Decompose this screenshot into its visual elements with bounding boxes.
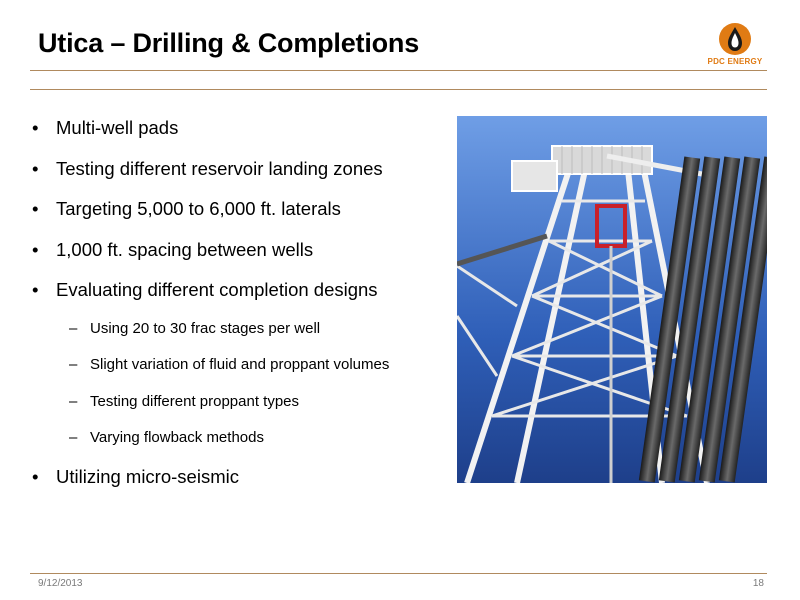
bullet-item: • 1,000 ft. spacing between wells xyxy=(30,230,450,271)
sub-bullet-item: – Using 20 to 30 frac stages per well xyxy=(30,311,450,348)
title-divider-top xyxy=(30,70,767,71)
bullet-item: • Targeting 5,000 to 6,000 ft. laterals xyxy=(30,189,450,230)
slide-title: Utica – Drilling & Completions xyxy=(38,28,420,58)
page-number: 18 xyxy=(752,578,764,589)
pdc-energy-logo xyxy=(704,20,766,68)
title-divider-bottom xyxy=(30,89,767,90)
drilling-rig-photo xyxy=(457,116,767,483)
flame-drop-icon xyxy=(704,20,766,58)
sub-bullet-item: – Varying flowback methods xyxy=(30,420,450,457)
bullet-item: • Utilizing micro-seismic xyxy=(30,457,450,498)
logo-text: PDC ENERGY xyxy=(707,57,763,66)
bullet-item: • Testing different reservoir landing zones xyxy=(30,149,450,190)
footer-date: 9/12/2013 xyxy=(38,578,83,589)
sub-bullet-item: – Testing different proppant types xyxy=(30,384,450,421)
bullet-item: • Multi-well pads xyxy=(30,108,450,149)
bullet-list xyxy=(30,108,450,497)
sub-bullet-item: – Slight variation of fluid and proppant volumes xyxy=(30,347,450,384)
bullet-item: • Evaluating different completion designs xyxy=(30,270,450,311)
footer-divider xyxy=(30,573,767,574)
